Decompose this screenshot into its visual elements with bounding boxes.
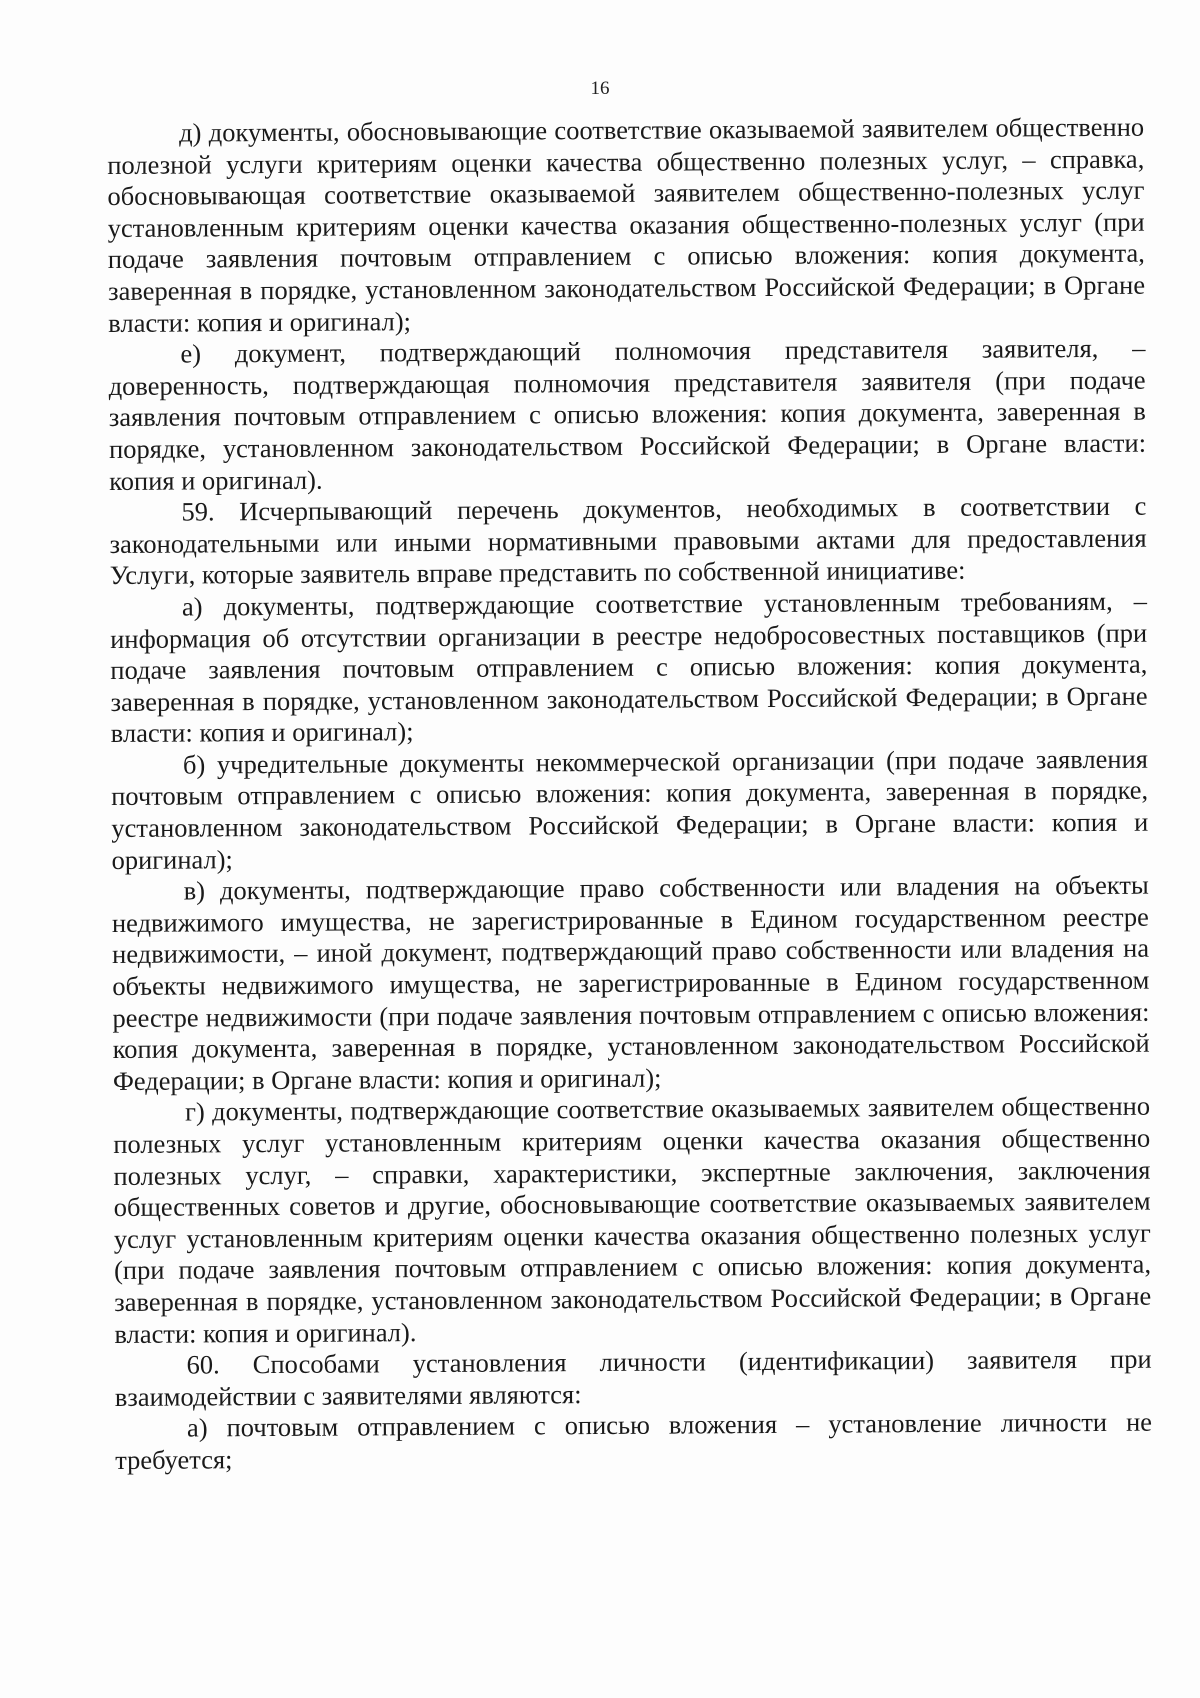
paragraph-item-e: е) документ, подтверждающий полномочия представителя заявителя, – доверенность, подтверждающая полномочия представителя заявителя (при подаче заявления почтовым отправлением с описью вложения: копия документа, заверенная в порядке, установленном законодательством Российской Федерации; в Органе власти: копия и оригинал). — [108, 332, 1147, 496]
paragraph-59-item-v: в) документы, подтверждающие право собственности или владения на объекты недвижимого имущества, не зарегистрированные в Едином государственном реестре недвижимости, – иной документ, подтверждающий право собственности или владения на объекты недвижимого имущества, не зарегистрированные в Едином государственном реестре недвижимости (при подаче заявления почтовым отправлением с описью вложения: копия документа, заверенная в порядке, установленном законодательством Российской Федерации; в Органе власти: копия и оригинал); — [111, 869, 1150, 1096]
paragraph-item-d: д) документы, обосновывающие соответствие оказываемой заявителем общественно полезной услуги критериям оценки качества общественно полезных услуг, – справка, обосновывающая соответствие оказываемой заявителем общественно-полезных услуг установленным критериям оценки качества оказания общественно-полезных услуг (при подаче заявления почтовым отправлением с описью вложения: копия документа, заверенная в порядке, установленном законодательством Российской Федерации; в Органе власти: копия и оригинал); — [107, 111, 1146, 338]
paragraph-60-item-a: а) почтовым отправлением с описью вложения – установление личности не требуется; — [115, 1406, 1153, 1475]
paragraph-59-item-b: б) учредительные документы некоммерческой организации (при подаче заявления почтовым отправлением с описью вложения: копия документа, заверенная в порядке, установленном законодательством Российской Федерации; в Органе власти: копия и оригинал); — [111, 743, 1149, 875]
paragraph-59-item-g: г) документы, подтверждающие соответствие оказываемых заявителем общественно полезных услуг установленным критериям оценки качества оказания общественно полезных услуг, – справки, характеристики, экспертные заключения, заключения общественных советов и другие, обосновывающие соответствие оказываемых заявителем услуг установленным критериям оценки качества оказания общественно полезных услуг (при подаче заявления почтовым отправлением с описью вложения: копия документа, заверенная в порядке, установленном законодательством Российской Федерации; в Органе власти: копия и оригинал). — [113, 1091, 1152, 1349]
paragraph-59: 59. Исчерпывающий перечень документов, необходимых в соответствии с законодательными или иными нормативными правовыми актами для предоставления Услуги, которые заявитель вправе представить по собственной инициативе: — [109, 490, 1147, 591]
page-number: 16 — [590, 78, 610, 99]
paragraph-59-item-a: а) документы, подтверждающие соответствие установленным требованиям, – информация об отсутствии организации в реестре недобросовестных поставщиков (при подаче заявления почтовым отправлением с описью вложения: копия документа, заверенная в порядке, установленном законодательством Российской Федерации; в Органе власти: копия и оригинал); — [110, 585, 1148, 749]
paragraph-60: 60. Способами установления личности (идентификации) заявителя при взаимодействии с заявителями являются: — [114, 1343, 1152, 1412]
document-body — [107, 112, 1152, 1477]
